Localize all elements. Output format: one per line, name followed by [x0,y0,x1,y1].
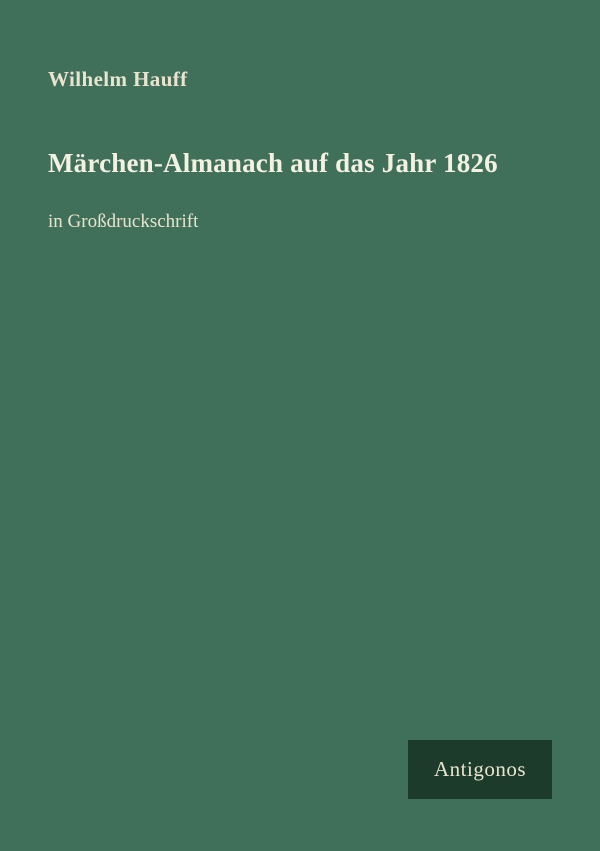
publisher-badge: Antigonos [408,740,552,799]
book-subtitle: in Großdruckschrift [48,210,199,232]
book-title: Märchen-Almanach auf das Jahr 1826 [48,148,498,179]
author-name: Wilhelm Hauff [48,67,188,91]
